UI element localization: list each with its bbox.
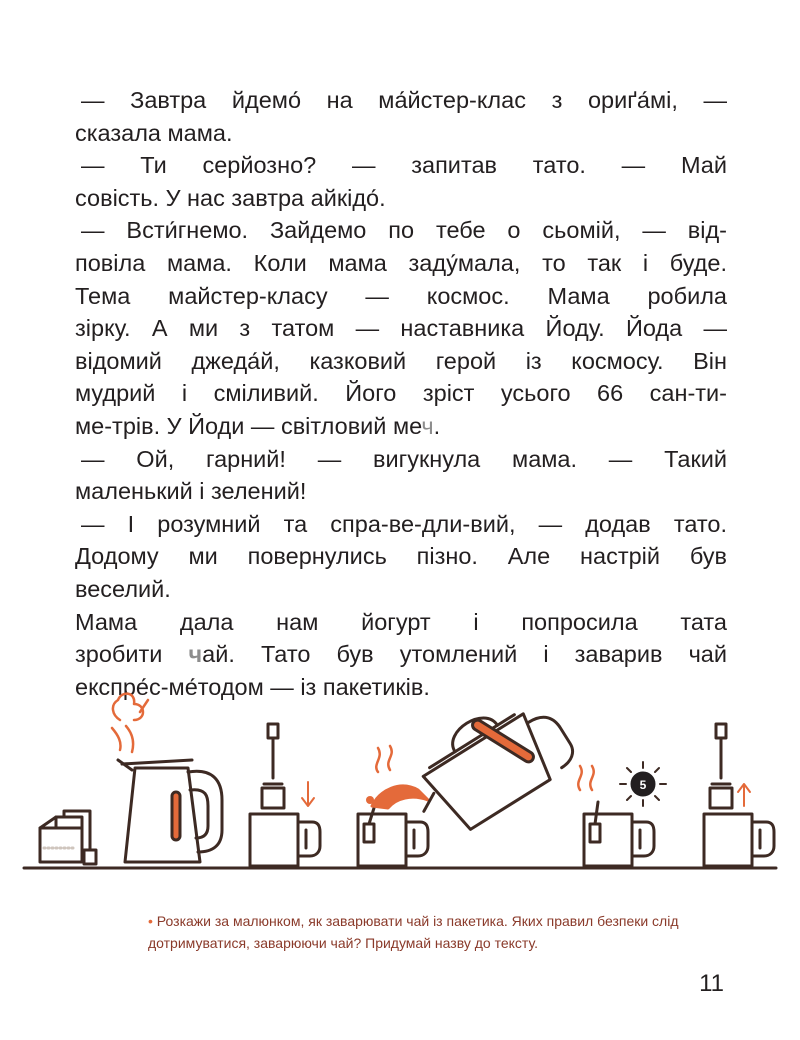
task-box (148, 910, 708, 954)
story-line: Мама дала нам йогурт і попросила тата (75, 608, 727, 635)
page-number: 11 (699, 970, 724, 997)
kettle-icon (112, 694, 222, 862)
story-line: ме-трів. У Йоди — світловий меч. (75, 412, 441, 439)
arrow-down-icon (302, 782, 314, 806)
story-line: відомий джеда́й, казковий герой із космосу. Він (75, 347, 727, 374)
tea-box-icon (40, 811, 96, 864)
story-line: — Всти́гнемо. Зайдемо по тебе о сьомій, — від- (81, 217, 727, 244)
story-line-text: ме-трів. У Йоди — світловий ме (75, 412, 422, 439)
story-line: зірку. А ми з татом — наставника Йоду. Йода — (75, 315, 727, 342)
story-line-text: ай. Тато був утомлений і заварив чай (202, 641, 728, 668)
mug-icon (584, 802, 654, 866)
story-line (75, 638, 727, 671)
story-line: совість. У нас завтра айкідо́. (75, 184, 386, 211)
story-text (75, 84, 727, 703)
story-line: Додому ми повернулись пізно. Але настрій був (75, 543, 727, 570)
story-line-text: зробити (75, 641, 189, 668)
story-line: Тема майстер-класу — космос. Мама робила (75, 282, 727, 309)
steam-icon (376, 746, 391, 772)
story-line: — Завтра йдемо́ на ма́йстер-клас з ориґа́мі, — (81, 87, 727, 113)
story-line: — Ой, гарний! — вигукнула мама. — Такий (81, 445, 727, 472)
steam-icon (578, 766, 593, 790)
timer-label: 5 (639, 778, 647, 792)
tea-bag-icon (710, 724, 732, 808)
highlighted-letter: ч (188, 641, 203, 668)
mug-icon (358, 808, 428, 866)
tea-steps-illustration (0, 690, 800, 880)
tea-bag-icon (262, 724, 284, 808)
arrow-up-icon (738, 784, 750, 806)
story-line: повіла мама. Коли мама заду́мала, то так і буде. (75, 249, 727, 276)
task-text: Розкажи за малюнком, як заварювати чай із пакетика. Яких правил безпеки слід дотримуватися, заварюючи чай? Придумай назву до тексту. (148, 913, 679, 951)
story-line: — І розумний та спра-ве-дли-вий, — додав тато. (81, 510, 727, 537)
mug-icon (250, 814, 320, 866)
task-bullet: • (148, 913, 153, 929)
story-line: сказала мама. (75, 119, 233, 146)
story-line: веселий. (75, 575, 171, 602)
mug-icon (704, 814, 774, 866)
story-line: мудрий і сміливий. Його зріст усього 66 сан-ти- (75, 380, 727, 407)
story-line: екcпре́с-ме́тодом — із пакетиків. (75, 673, 430, 700)
highlighted-letter: ч (421, 412, 434, 439)
story-line: маленький і зелений! (75, 478, 307, 505)
story-line: — Ти серйозно? — запитав тато. — Май (81, 152, 727, 179)
